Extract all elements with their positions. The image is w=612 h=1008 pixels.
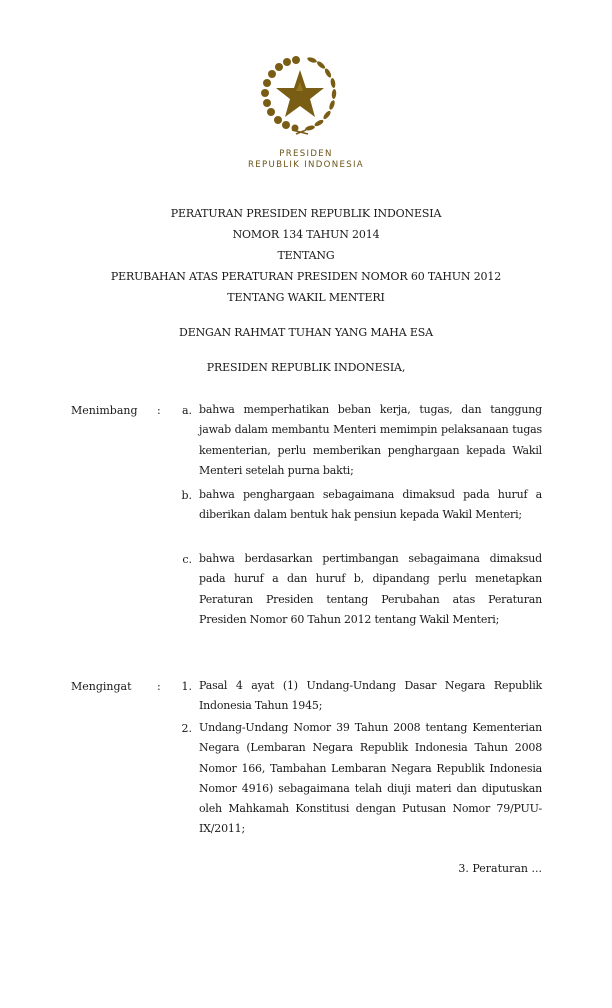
page-continuation: 3. Peraturan ...: [458, 862, 542, 875]
menimbang-label: Menimbang: [71, 404, 138, 417]
mengingat-item-1: Pasal 4 ayat (1) Undang-Undang Dasar Negara Republik Indonesia Tahun 1945;: [199, 679, 542, 713]
menimbang-item-c: bahwa berdasarkan pertimbangan sebagaimana dimaksud pada huruf a dan huruf b, dipandang perlu menetapkan Peraturan Presiden tentang Perubahan atas Peraturan Presiden Nomor 60 Tahun 2012 tentang Wakil Menteri;: [199, 552, 542, 626]
invocation: DENGAN RAHMAT TUHAN YANG MAHA ESA: [179, 326, 433, 339]
title-tentang: TENTANG: [277, 249, 335, 262]
title-subject-2: TENTANG WAKIL MENTERI: [227, 291, 385, 304]
item-mark: 2.: [181, 722, 192, 735]
authority: PRESIDEN REPUBLIK INDONESIA,: [206, 361, 406, 374]
title-subject: PERUBAHAN ATAS PERATURAN PRESIDEN NOMOR 60 TAHUN 2012: [110, 270, 502, 283]
item-mark: c.: [182, 553, 192, 566]
mengingat-label: Mengingat: [71, 680, 132, 693]
menimbang-item-a: bahwa memperhatikan beban kerja, tugas, dan tanggung jawab dalam membantu Menteri memimpin pelaksanaan tugas kementerian, perlu memberikan penghargaan kepada Wakil Menteri setelah purna bakti;: [199, 403, 542, 477]
institution-line1: PRESIDEN: [279, 149, 333, 159]
item-mark: 1.: [181, 680, 192, 693]
presidential-emblem-icon: [256, 52, 344, 136]
menimbang-item-b: bahwa penghargaan sebagaimana dimaksud pada huruf a diberikan dalam bentuk hak pensiun kepada Wakil Menteri;: [199, 488, 542, 522]
item-mark: b.: [181, 489, 192, 502]
mengingat-colon: :: [157, 680, 161, 693]
item-mark: a.: [181, 404, 192, 417]
menimbang-colon: :: [157, 404, 161, 417]
mengingat-item-2: Undang-Undang Nomor 39 Tahun 2008 tentang Kementerian Negara (Lembaran Negara Republik Indonesia Tahun 2008 Nomor 166, Tambahan Lembaran Negara Republik Indonesia Nomor 4916) sebagaimana telah diuji materi dan diputuskan oleh Mahkamah Konstitusi dengan Putusan Nomor 79/PUU-IX/2011;: [199, 721, 542, 836]
title-regulation: PERATURAN PRESIDEN REPUBLIK INDONESIA: [170, 207, 442, 220]
institution-line2: REPUBLIK INDONESIA: [248, 160, 364, 170]
title-number: NOMOR 134 TAHUN 2014: [232, 228, 380, 241]
